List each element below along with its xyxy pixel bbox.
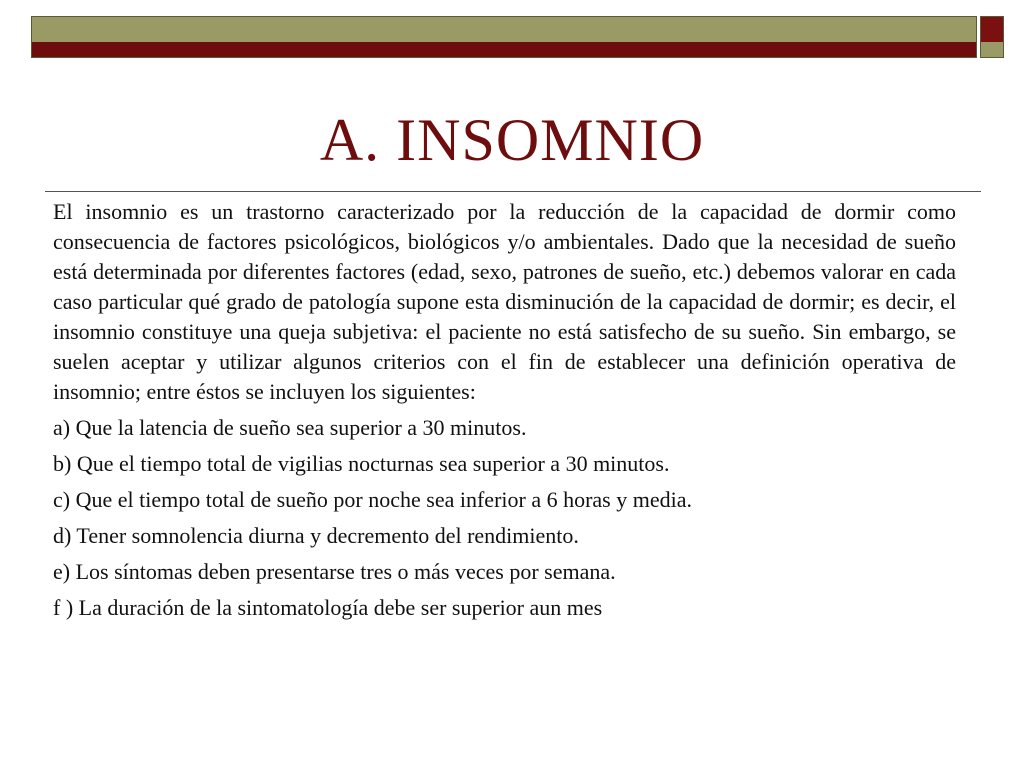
- intro-paragraph: El insomnio es un trastorno caracterizado por la reducción de la capacidad de dormir como consecuencia de factores psicológicos, biológicos y/o ambientales. Dado que la necesidad de sueño está determinada por diferentes factores (edad, sexo, patrones de sueño, etc.) debemos valorar en cada caso particular qué grado de patología supone esta disminución de la capacidad de dormir; es decir, el insomnio constituye una queja subjetiva: el paciente no está satisfecho de su sueño. Sin embargo, se suelen aceptar y utilizar algunos criterios con el fin de establecer una definición operativa de insomnio; entre éstos se incluyen los siguientes:: [53, 199, 956, 404]
- slide-body: [53, 197, 956, 629]
- criterion-c: c) Que el tiempo total de sueño por noche sea inferior a 6 horas y media.: [53, 487, 692, 512]
- header-olive-stripe: [32, 17, 976, 42]
- header-decoration-bar: [31, 16, 977, 58]
- header-corner-block: [980, 16, 1004, 58]
- criterion-e: e) Los síntomas deben presentarse tres o más veces por semana.: [53, 559, 616, 584]
- criterion-a: a) Que la latencia de sueño sea superior a 30 minutos.: [53, 415, 527, 440]
- criterion-f: f ) La duración de la sintomatología debe ser superior aun mes: [53, 595, 603, 620]
- corner-maroon-stripe: [981, 17, 1003, 42]
- title-divider: [45, 191, 981, 192]
- header-maroon-stripe: [32, 42, 976, 57]
- corner-olive-stripe: [981, 42, 1003, 57]
- slide-title: A. INSOMNIO: [319, 107, 705, 173]
- criterion-d: d) Tener somnolencia diurna y decremento del rendimiento.: [53, 523, 579, 548]
- criterion-b: b) Que el tiempo total de vigilias nocturnas sea superior a 30 minutos.: [53, 451, 670, 476]
